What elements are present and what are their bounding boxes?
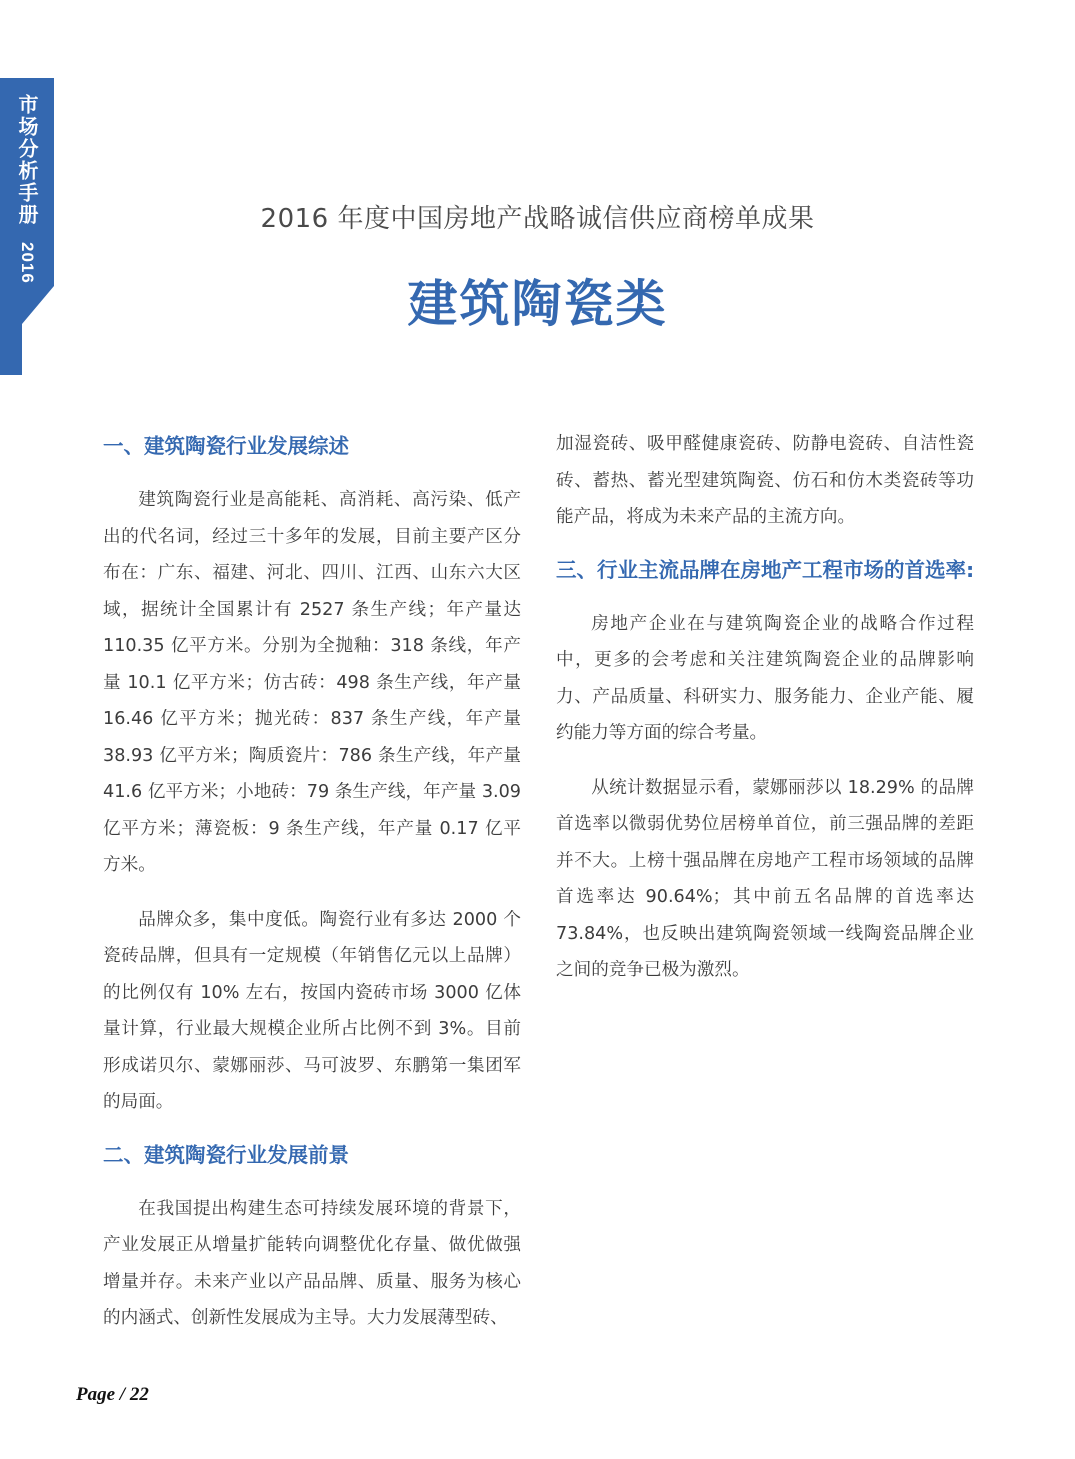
section-2-paragraph-continued: 加湿瓷砖、吸甲醛健康瓷砖、防静电瓷砖、自洁性瓷砖、蓄热、蓄光型建筑陶瓷、仿石和仿木类瓷砖等功能产品，将成为未来产品的主流方向。 xyxy=(556,434,974,527)
section-3-paragraph-1: 房地产企业在与建筑陶瓷企业的战略合作过程中，更多的会考虑和关注建筑陶瓷企业的品牌影响力、产品质量、科研实力、服务能力、企业产能、履约能力等方面的综合考量。 xyxy=(556,613,974,743)
section-heading-3: 三、行业主流品牌在房地产工程市场的首选率: xyxy=(556,557,975,582)
page-number: Page / 22 xyxy=(76,1384,149,1405)
section-1-paragraph-2: 品牌众多，集中度低。陶瓷行业有多达 2000 个瓷砖品牌，但具有一定规模（年销售亿元以上品牌）的比例仅有 10% 左右，按国内瓷砖市场 3000 亿体量计算，行业最大规模企业所占比例不到 3%。目前形成诺贝尔、蒙娜丽莎、马可波罗、东鹏第一集团军的局面。 xyxy=(103,909,521,1112)
side-tab-year: 2016 xyxy=(18,242,37,284)
section-heading-1: 一、建筑陶瓷行业发展综述 xyxy=(103,434,349,458)
section-1-paragraph-1: 建筑陶瓷行业是高能耗、高消耗、高污染、低产出的代名词，经过三十多年的发展，目前主要产区分布在：广东、福建、河北、四川、江西、山东六大区域，据统计全国累计有 2527 条生产线；年产量达 110.35 亿平方米。分别为全抛釉：318 条线，年产量 10.1 亿平方米；仿古砖：498 条生产线，年产量 16.46 亿平方米；抛光砖：837 条生产线，年产量 38.93 亿平方米；陶质瓷片：786 条生产线，年产量 41.6 亿平方米；小地砖：79 条生产线，年产量 3.09 亿平方米；薄瓷板：9 条生产线，年产量 0.17 亿平方米。 xyxy=(103,490,521,875)
page-subtitle: 2016 年度中国房地产战略诚信供应商榜单成果 xyxy=(260,204,815,234)
side-tab-label: 市场分析手册 xyxy=(15,94,39,226)
section-3-paragraph-2: 从统计数据显示看，蒙娜丽莎以 18.29% 的品牌首选率以微弱优势位居榜单首位，前三强品牌的差距并不大。上榜十强品牌在房地产工程市场领域的品牌首选率达 90.64%；其中前五名品牌的首选率达 73.84%，也反映出建筑陶瓷领域一线陶瓷品牌企业之间的竞争已极为激烈。 xyxy=(556,777,974,980)
right-column xyxy=(556,426,974,989)
left-column xyxy=(103,426,521,1337)
section-2-paragraph-1: 在我国提出构建生态可持续发展环境的背景下，产业发展正从增量扩能转向调整优化存量、做优做强增量并存。未来产业以产品品牌、质量、服务为核心的内涵式、创新性发展成为主导。大力发展薄型砖、 xyxy=(103,1198,521,1328)
section-heading-2: 二、建筑陶瓷行业发展前景 xyxy=(103,1142,349,1167)
page-title: 建筑陶瓷类 xyxy=(407,275,668,333)
